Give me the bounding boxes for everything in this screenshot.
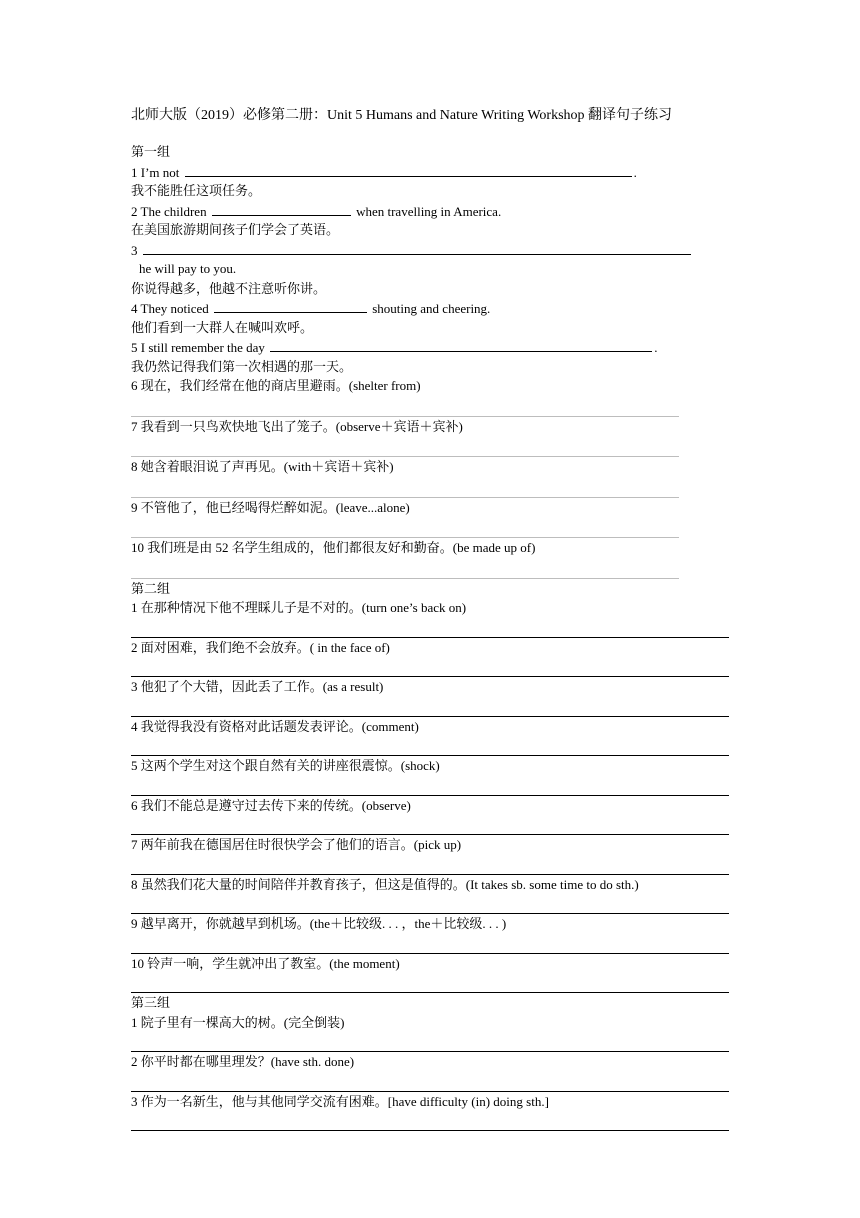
g3-item-1: 1 院子里有一棵高大的树。(完全倒装) xyxy=(131,1014,345,1030)
answer-line-g2-6[interactable] xyxy=(131,815,729,835)
translate-item-9: 9 不管他了，他已经喝得烂醉如泥。(leave...alone) xyxy=(131,499,410,515)
g2-item-5: 5 这两个学生对这个跟自然有关的讲座很震惊。(shock) xyxy=(131,758,440,773)
g2-item-1: 1 在那种情况下他不理睬儿子是不对的。(turn one’s back on) xyxy=(131,600,467,615)
fill-item-4-pre: 4 They noticed xyxy=(131,301,209,316)
answer-line-g1-8[interactable] xyxy=(131,477,679,498)
answer-line-g2-5[interactable] xyxy=(131,776,729,796)
answer-line-g2-9[interactable] xyxy=(131,934,729,954)
fill-item-5-post: . xyxy=(654,340,658,355)
answer-line-g1-9[interactable] xyxy=(131,517,679,538)
g2-item-10: 10 铃声一响，学生就冲出了教室。(the moment) xyxy=(131,955,400,971)
g3-item-3: 3 作为一名新生，他与其他同学交流有困难。[have difficulty (in) doing sth.] xyxy=(131,1093,549,1109)
exercise-content xyxy=(131,142,731,1131)
fill-blank-3[interactable] xyxy=(143,240,691,255)
translate-item-7: 7 我看到一只鸟欢快地飞出了笼子。(observe＋宾语＋宾补) xyxy=(131,418,463,434)
answer-line-g2-1[interactable] xyxy=(131,618,729,638)
fill-item-1-post: . xyxy=(633,164,637,180)
answer-line-g2-10[interactable] xyxy=(131,973,729,993)
fill-item-2-chinese: 在美国旅游期间孩子们学会了英语。 xyxy=(131,222,340,237)
group3-heading: 第三组 xyxy=(131,995,171,1010)
fill-blank-4[interactable] xyxy=(214,298,367,313)
fill-item-4-chinese: 他们看到一大群人在喊叫欢呼。 xyxy=(131,319,314,335)
fill-item-3-continued: he will pay to you. xyxy=(139,261,237,276)
answer-line-g1-7[interactable] xyxy=(131,436,679,457)
fill-item-5-chinese: 我仍然记得我们第一次相遇的那一天。 xyxy=(131,358,353,374)
answer-line-g2-3[interactable] xyxy=(131,697,729,717)
fill-item-1-chinese: 我不能胜任这项任务。 xyxy=(131,183,262,198)
g2-item-9: 9 越早离开，你就越早到机场。(the＋比较级. . . ，the＋比较级. . . ) xyxy=(131,916,507,931)
fill-item-2-post: when travelling in America. xyxy=(356,203,502,219)
g2-item-7: 7 两年前我在德国居住时很快学会了他们的语言。(pick up) xyxy=(131,837,462,852)
fill-item-4 xyxy=(131,298,731,318)
g2-item-8: 8 虽然我们花大量的时间陪伴并教育孩子，但这是值得的。(It takes sb. some time to do sth.) xyxy=(131,876,639,892)
fill-item-3-chinese: 你说得越多，他越不注意听你讲。 xyxy=(131,280,327,296)
answer-line-g2-7[interactable] xyxy=(131,855,729,875)
answer-line-g1-10[interactable] xyxy=(131,558,679,579)
group2-heading: 第二组 xyxy=(131,580,171,596)
g2-item-3: 3 他犯了个大错，因此丢了工作。(as a result) xyxy=(131,679,384,694)
answer-line-g1-6[interactable] xyxy=(131,396,679,417)
fill-blank-1[interactable] xyxy=(185,162,632,177)
g2-item-2: 2 面对困难，我们绝不会放弃。( in the face of) xyxy=(131,639,390,655)
fill-item-1 xyxy=(131,162,731,182)
document-title: 北师大版（2019）必修第二册：Unit 5 Humans and Nature Writing Workshop 翻译句子练习 xyxy=(131,108,673,123)
answer-line-g3-3[interactable] xyxy=(131,1111,729,1131)
g2-item-4: 4 我觉得我没有资格对此话题发表评论。(comment) xyxy=(131,718,419,734)
fill-item-5 xyxy=(131,337,731,357)
group1-heading: 第一组 xyxy=(131,144,171,159)
fill-blank-5[interactable] xyxy=(270,337,652,352)
answer-line-g3-2[interactable] xyxy=(131,1072,729,1092)
fill-item-2 xyxy=(131,201,731,221)
translate-item-8: 8 她含着眼泪说了声再见。(with＋宾语＋宾补) xyxy=(131,459,394,474)
g2-item-6: 6 我们不能总是遵守过去传下来的传统。(observe) xyxy=(131,797,411,813)
answer-line-g2-4[interactable] xyxy=(131,736,729,756)
fill-blank-2[interactable] xyxy=(212,201,351,216)
fill-item-5-pre: 5 I still remember the day xyxy=(131,340,265,355)
fill-item-2-pre: 2 The children xyxy=(131,203,207,219)
translate-item-10: 10 我们班是由 52 名学生组成的，他们都很友好和勤奋。(be made up of) xyxy=(131,540,536,555)
answer-line-g3-1[interactable] xyxy=(131,1032,729,1052)
fill-item-1-pre: 1 I’m not xyxy=(131,164,180,180)
g3-item-2: 2 你平时都在哪里理发？(have sth. done) xyxy=(131,1054,355,1069)
fill-item-3-pre: 3 xyxy=(131,242,138,258)
answer-line-g2-8[interactable] xyxy=(131,894,729,914)
translate-item-6: 6 现在，我们经常在他的商店里避雨。(shelter from) xyxy=(131,378,421,393)
fill-item-3 xyxy=(131,240,731,260)
fill-item-4-post: shouting and cheering. xyxy=(372,301,491,316)
answer-line-g2-2[interactable] xyxy=(131,657,729,677)
